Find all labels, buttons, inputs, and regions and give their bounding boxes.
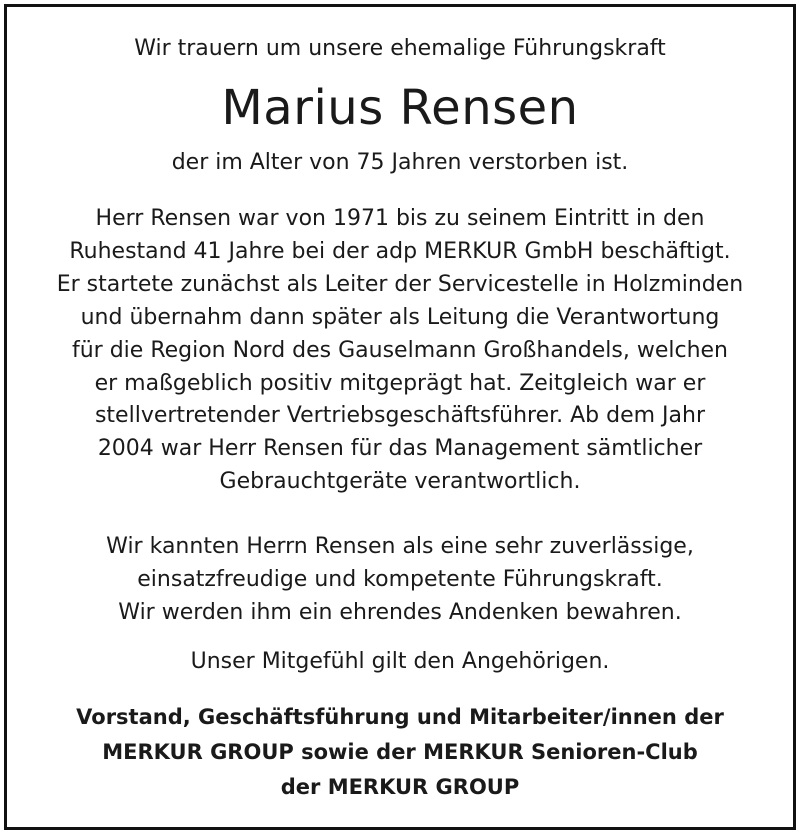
biography-line: er maßgeblich positiv mitgeprägt hat. Zeitgleich war er xyxy=(94,370,706,396)
biography-line: Er startete zunächst als Leiter der Servicestelle in Holzminden xyxy=(56,271,744,297)
age-text: der im Alter von 75 Jahren verstorben ist. xyxy=(171,150,629,175)
tribute-line: Wir werden ihm ein ehrendes Andenken bewahren. xyxy=(118,600,682,625)
biography-paragraph xyxy=(0,203,800,499)
biography-line: Gebrauchtgeräte verantwortlich. xyxy=(219,469,581,495)
intro-line xyxy=(0,34,800,64)
condolence-line xyxy=(0,647,800,677)
condolence-text: Unser Mitgefühl gilt den Angehörigen. xyxy=(190,649,610,674)
signature-line: der MERKUR GROUP xyxy=(280,775,520,799)
age-line xyxy=(0,148,800,178)
biography-line: 2004 war Herr Rensen für das Management sämtlicher xyxy=(97,436,703,462)
biography-line: und übernahm dann später als Leitung die Verantwortung xyxy=(80,304,720,330)
tribute-line: einsatzfreudige und kompetente Führungskraft. xyxy=(137,567,663,592)
tribute-line: Wir kannten Herrn Rensen als eine sehr zuverlässige, xyxy=(106,534,694,559)
signature-line: Vorstand, Geschäftsführung und Mitarbeiter/innen der xyxy=(76,705,724,729)
biography-line: stellvertretender Vertriebsgeschäftsführer. Ab dem Jahr xyxy=(94,403,706,429)
deceased-name-text: Marius Rensen xyxy=(221,80,579,136)
biography-line: für die Region Nord des Gauselmann Großhandels, welchen xyxy=(71,337,728,363)
deceased-name xyxy=(0,76,800,140)
signature-line: MERKUR GROUP sowie der MERKUR Senioren-Club xyxy=(102,740,698,764)
tribute-paragraph xyxy=(0,530,800,629)
biography-line: Ruhestand 41 Jahre bei der adp MERKUR GmbH beschäftigt. xyxy=(69,238,731,264)
biography-line: Herr Rensen war von 1971 bis zu seinem Eintritt in den xyxy=(95,206,705,231)
intro-text: Wir trauern um unsere ehemalige Führungskraft xyxy=(134,36,666,61)
signature-block xyxy=(0,700,800,805)
